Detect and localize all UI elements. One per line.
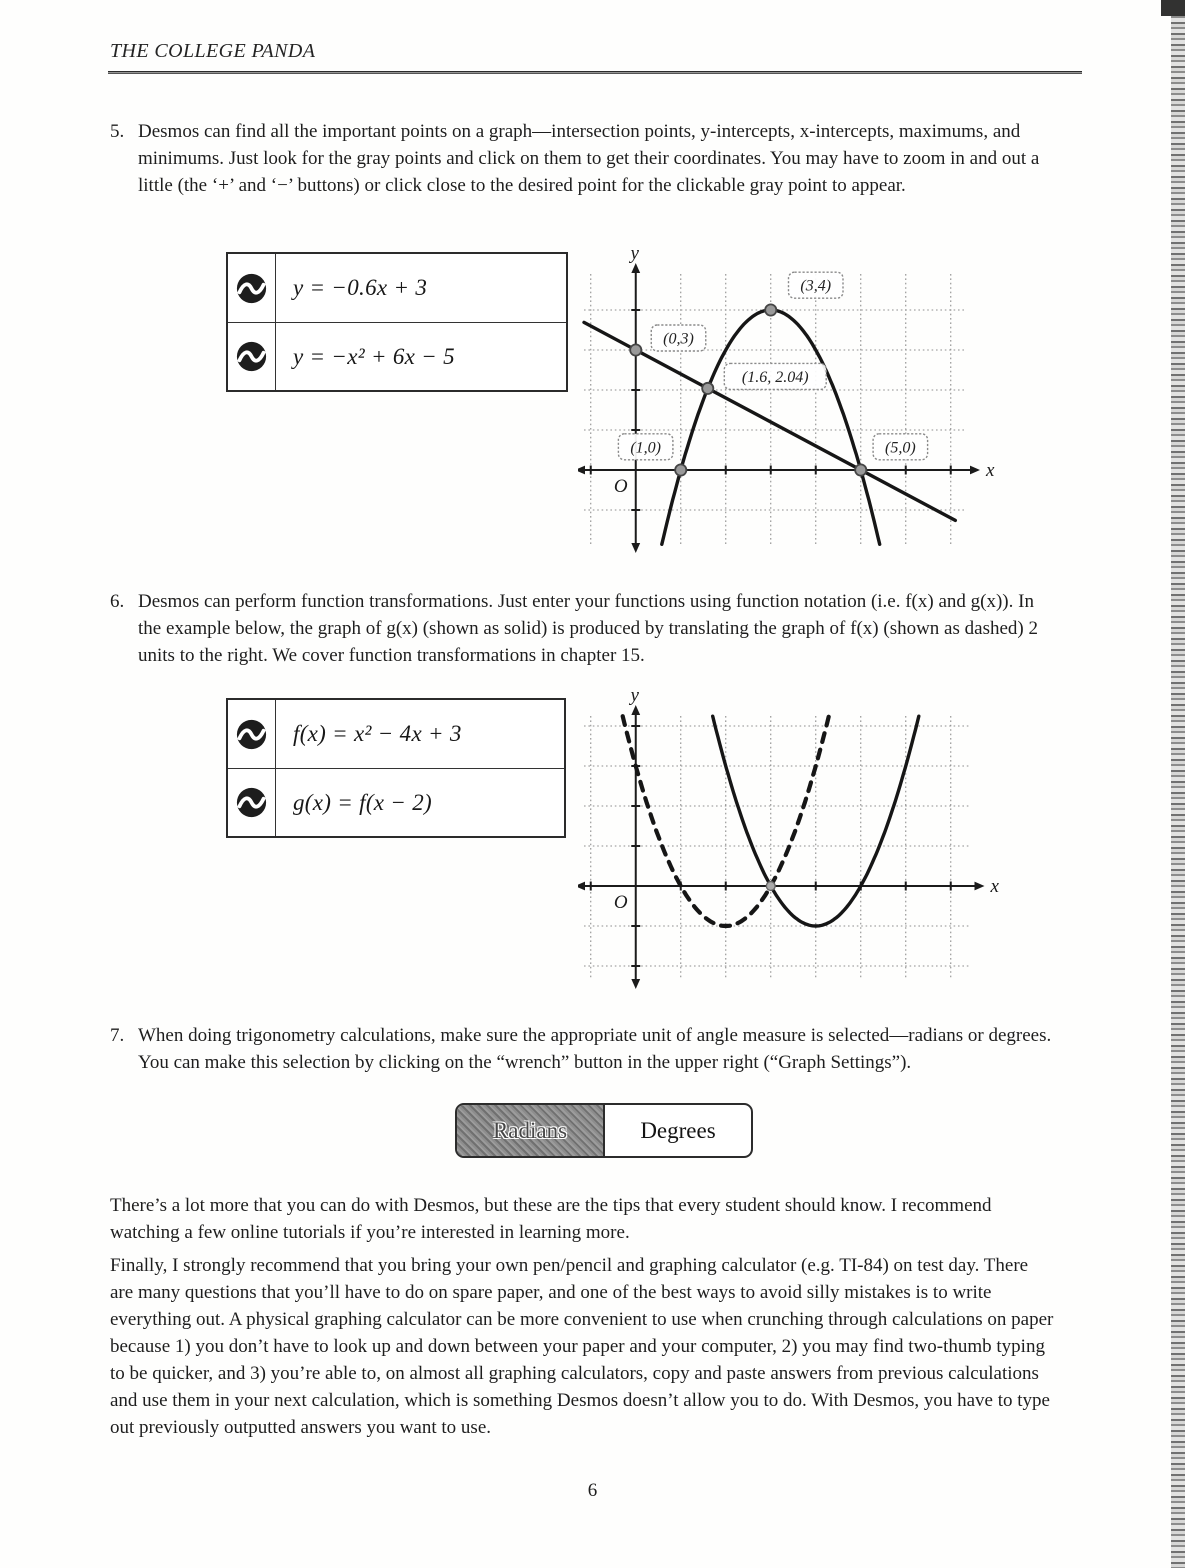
svg-text:(5,0): (5,0) xyxy=(885,439,916,457)
svg-text:(1.6, 2.04): (1.6, 2.04) xyxy=(741,368,809,386)
desmos-expression-list-1 xyxy=(226,252,568,392)
desmos-curve-icon xyxy=(228,700,276,768)
radians-option[interactable] xyxy=(457,1105,605,1156)
graph-figure-transformation xyxy=(578,690,1001,990)
svg-text:O: O xyxy=(613,892,628,913)
svg-text:(1,0): (1,0) xyxy=(630,439,661,457)
page-number: 6 xyxy=(587,1480,598,1501)
page-header: THE COLLEGE PANDA xyxy=(110,40,316,62)
item-5-number: 5. xyxy=(110,121,125,142)
equation-text: f(x) = x² − 4x + 3 xyxy=(293,721,462,746)
item-6-number: 6. xyxy=(110,591,125,612)
list-item-7 xyxy=(110,1022,1060,1076)
graph-figure-intercepts xyxy=(578,248,996,554)
desmos-curve-icon xyxy=(228,323,276,390)
item-7-text: When doing trigonometry calculations, make sure the appropriate unit of angle measure is selected—radians or degrees. You can make this selection by clicking on the “wrench” button in the upper right (“Graph Settings”). xyxy=(138,1025,1052,1073)
expression-row xyxy=(228,322,566,390)
item-7-number: 7. xyxy=(110,1025,125,1046)
degrees-label: Degrees xyxy=(640,1117,716,1143)
svg-text:y: y xyxy=(630,690,639,706)
header-rule xyxy=(108,71,1082,74)
svg-text:x: x xyxy=(990,876,999,897)
equation-text: g(x) = f(x − 2) xyxy=(293,789,432,815)
angle-unit-toggle xyxy=(455,1103,753,1158)
radians-label: Radians xyxy=(492,1117,568,1143)
degrees-option[interactable] xyxy=(605,1105,751,1156)
desmos-expression-list-2 xyxy=(226,698,566,838)
scan-edge-artifact xyxy=(1171,0,1185,1568)
svg-text:(0,3): (0,3) xyxy=(663,330,694,348)
closing-paragraph-2: Finally, I strongly recommend that you bring your own pen/pencil and graphing calculator (e.g. TI-84) on test day. There are many questions that you’ll have to do on spare paper, and one of the best ways to avoid silly mistakes is to write everything out. A physical graphing calculator can be more convenient to use when crunching through calculations on paper because 1) you don’t have to look up and down between your paper and your computer, 2) you may find two-thumb typing to be quicker, and 3) you’re able to, on almost all graphing calculators, copy and paste answers from previous calculations and use them in your next calculation, which is something Desmos doesn’t allow you to do. With Desmos, you have to type out previously outputted answers you want to use. xyxy=(110,1255,1054,1438)
svg-text:(3,4): (3,4) xyxy=(800,277,832,295)
expression-row xyxy=(228,700,564,768)
list-item-6 xyxy=(110,588,1060,669)
list-item-5 xyxy=(110,118,1060,199)
item-5-text: Desmos can find all the important points on a graph—intersection points, y-intercepts, x-intercepts, maximums, and minimums. Just look for the gray points and click on them to get their coordinates. You may have to zoom in and out a little (the ‘+’ and ‘−’ buttons) or click close to the desired point for the clickable gray point to appear. xyxy=(138,121,1040,196)
equation-text: y = −0.6x + 3 xyxy=(293,275,428,300)
closing-paragraph-1: There’s a lot more that you can do with Desmos, but these are the tips that every student should know. I recommend watching a few online tutorials if you’re interested in learning more. xyxy=(110,1195,992,1243)
desmos-curve-icon xyxy=(228,769,276,836)
expression-row xyxy=(228,254,566,322)
svg-text:y: y xyxy=(630,248,639,264)
svg-text:O: O xyxy=(613,476,628,497)
svg-text:x: x xyxy=(986,460,995,481)
equation-text: y = −x² + 6x − 5 xyxy=(293,343,455,369)
item-6-text: Desmos can perform function transformations. Just enter your functions using function notation (i.e. f(x) and g(x)). In the example below, the graph of g(x) (shown as solid) is produced by translating the graph of f(x) (shown as dashed) 2 units to the right. We cover function transformations in chapter 15. xyxy=(138,591,1038,666)
expression-row xyxy=(228,768,564,836)
desmos-curve-icon xyxy=(228,254,276,322)
